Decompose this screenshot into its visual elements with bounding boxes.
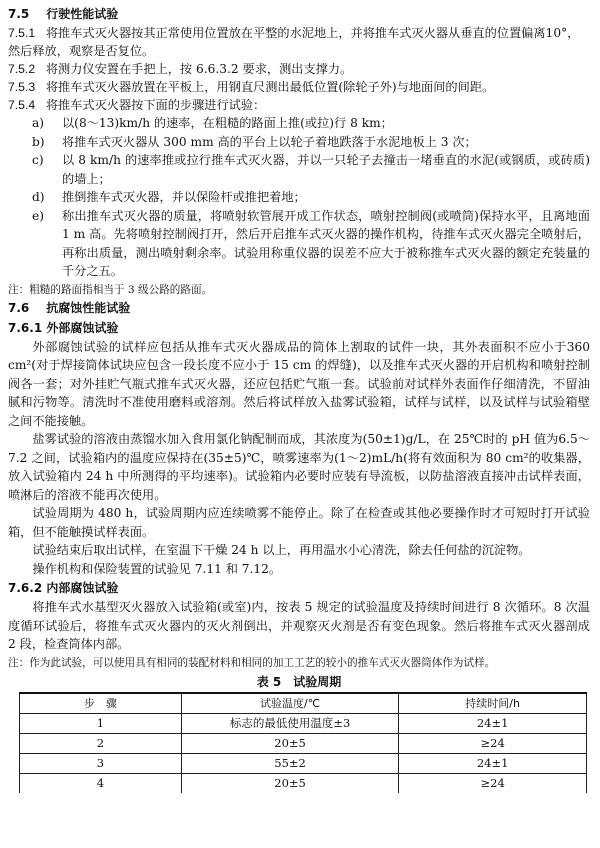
section-7-6-2-heading	[8, 578, 590, 598]
list-item-label: d)	[32, 190, 45, 204]
column-header: 持续时间/h	[399, 693, 587, 714]
table-cell: 4	[20, 773, 182, 793]
clause-7-5-4	[8, 96, 590, 114]
list-item-text: 以(8～13)km/h 的速率，在粗糙的路面上推(或拉)行 8 km；	[62, 116, 393, 130]
list-item-label: a)	[32, 116, 45, 130]
section-number: 7.6.1	[8, 320, 43, 335]
clause-text: 将推车式灭火器按其正常使用位置放在平整的水泥地上，并将推车式灭火器从垂直的位置偏离10°，然后释放，观察是否复位。	[8, 26, 580, 58]
table-row	[20, 753, 587, 773]
clause-text: 将推车式灭火器按下面的步骤进行试验：	[45, 98, 266, 112]
list-item-text: 以 8 km/h 的速率推或拉行推车式灭火器，并以一只轮子去撞击一堵垂直的水泥(或钢质，或砖质)的墙上；	[62, 153, 590, 186]
table-cell: 20±5	[181, 773, 398, 793]
list-item	[8, 207, 590, 281]
section-number: 7.6	[8, 300, 30, 315]
list-item	[8, 114, 590, 133]
section-number: 7.6.2	[8, 581, 43, 595]
note-2	[8, 655, 590, 671]
table-cell: 1	[20, 713, 182, 733]
paragraph: 外部腐蚀试验的试样应包括从推车式灭火器成品的筒体上割取的试件一块，其外表面积不应小于360 cm²(对于焊接筒体试块应包含一段长度不应小于 15 cm 的焊缝)，以及推车式灭火器的开启机构和喷射控制阀各一套；对外挂贮气瓶式推车式灭火器，还应包括贮气瓶一套。试验前对试样外表面作仔细清洗，不留油腻和污物等。清洗时不准使用磨料或溶剂。然后将试样放入盐雾试验箱，试样与试样，以及试样与试验箱壁之间不能接触。	[8, 339, 590, 428]
list-item	[8, 151, 590, 188]
note-text: 粗糙的路面指相当于 3 级公路的路面。	[29, 283, 213, 296]
clause-7-5-1	[8, 24, 590, 60]
table-row	[20, 713, 587, 733]
column-header: 步 骤	[20, 693, 182, 714]
section-title: 抗腐蚀性能试验	[46, 300, 131, 315]
list-item	[8, 133, 590, 152]
list-item-text: 推倒推车式灭火器，并以保险杆或推把着地；	[62, 190, 306, 204]
section-title: 行驶性能试验	[46, 7, 119, 21]
paragraph: 操作机构和保险装置的试验见 7.11 和 7.12。	[32, 561, 282, 576]
table-cell: ≥24	[399, 773, 587, 793]
clause-text: 将测力仪安置在手把上，按 6.6.3.2 要求，测出支撑力。	[45, 62, 353, 76]
table-cell: 2	[20, 733, 182, 753]
table-cell: 55±2	[181, 753, 398, 773]
list-item-label: c)	[32, 153, 44, 167]
table-cell: 24±1	[399, 753, 587, 773]
clause-number: 7.5.2	[8, 62, 36, 76]
clause-text: 将推车式灭火器放置在平板上，用钢直尺测出最低位置(除轮子外)与地面间的间距。	[45, 80, 495, 94]
clause-number: 7.5.4	[8, 98, 36, 112]
section-7-6-1-heading	[8, 318, 590, 338]
clause-number: 7.5.1	[8, 26, 36, 40]
section-7-6-heading	[8, 298, 590, 318]
column-header: 试验温度/℃	[181, 693, 398, 714]
clause-7-5-3	[8, 78, 590, 96]
paragraph: 将推车式水基型灭火器放入试验箱(或室)内，按表 5 规定的试验温度及持续时间进行 8 次循环。8 次温度循环试验后，将推车式灭火器内的灭火剂倒出，并观察灭火剂是否有变色现象。然后将推车式灭火器剖成 2 段，检查筒体内部。	[8, 600, 590, 651]
section-number: 7.5	[8, 7, 30, 21]
table-cell: 标志的最低使用温度±3	[181, 713, 398, 733]
table-cell: 3	[20, 753, 182, 773]
section-title: 内部腐蚀试验	[46, 581, 119, 595]
paragraph: 盐雾试验的溶液由蒸馏水加入食用氯化钠配制而成，其浓度为(50±1)g/L，在 25℃时的 pH 值为6.5～7.2 之间，试验箱内的温度应保持在(35±5)℃，喷雾速率为(1～2)mL/h(将有效面积为 80 cm²的收集器，放入试验箱内 24 h 中所测得的平均速率)。试验箱内必要时应装有导流板，以防盐溶液直接冲击试样表面，喷淋后的溶液不能再次使用。	[8, 432, 590, 502]
table-cell: ≥24	[399, 733, 587, 753]
step-list	[8, 114, 590, 281]
list-item-label: e)	[32, 208, 44, 223]
list-item-label: b)	[32, 134, 45, 149]
section-title: 外部腐蚀试验	[46, 320, 119, 335]
list-item-text: 称出推车式灭火器的质量，将喷射软管展开成工作状态，喷射控制阀(或喷筒)保持水平，且离地面 1 m 高。先将喷射控制阀打开，然后开启推车式灭火器的操作机构，待推车式灭火器完全喷射后，再称出质量，测出喷射剩余率。试验用称重仪器的误差不应大于被称推车式灭火器的额定充装量的千分之五。	[62, 208, 590, 278]
table-row	[20, 733, 587, 753]
clause-number: 7.5.3	[8, 80, 36, 94]
table-header-row	[20, 693, 587, 714]
table-cell: 24±1	[399, 713, 587, 733]
paragraph: 试验结束后取出试样，在室温下干燥 24 h 以上，再用温水小心清洗，除去任何盐的沉淀物。	[32, 543, 531, 557]
test-cycle-table	[19, 692, 587, 793]
section-7-5-heading	[8, 4, 590, 24]
note-text: 作为此试验，可以使用具有相同的装配材料和相同的加工工艺的较小的推车式灭火器筒体作为试样。	[29, 656, 496, 669]
clause-7-5-2	[8, 60, 590, 78]
paragraph: 试验周期为 480 h，试验周期内应连续喷雾不能停止。除了在检查或其他必要操作时才可短时打开试验箱，但不能触摸试样表面。	[8, 506, 590, 539]
list-item-text: 将推车式灭火器从 300 mm 高的平台上以轮子着地跌落于水泥地板上 3 次；	[62, 134, 477, 149]
list-item	[8, 188, 590, 207]
table-row	[20, 773, 587, 793]
note-1	[8, 282, 590, 298]
table-cell: 20±5	[181, 733, 398, 753]
note-label: 注：	[8, 283, 30, 296]
table-caption: 表 5 试验周期	[256, 674, 342, 689]
note-label: 注：	[8, 656, 30, 669]
